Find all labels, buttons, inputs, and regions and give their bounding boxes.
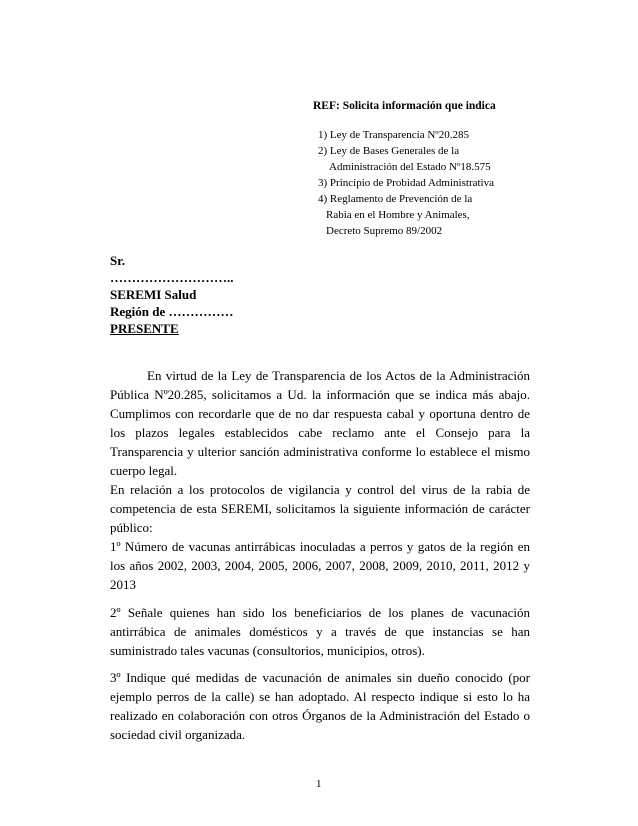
ref-item-4-line-3: Decreto Supremo 89/2002 bbox=[326, 225, 443, 237]
salutation: Sr. bbox=[110, 253, 126, 268]
ref-item-2-line-1: 2) Ley de Bases Generales de la bbox=[318, 145, 460, 157]
presente-label: PRESENTE bbox=[110, 321, 179, 336]
addressee-region: Región de …………… bbox=[110, 304, 234, 319]
addressee-name: ……………………….. bbox=[110, 270, 234, 285]
ref-item-3: 3) Principio de Probidad Administrativa bbox=[318, 177, 494, 189]
ref-list bbox=[318, 127, 494, 239]
addressee-office: SEREMI Salud bbox=[110, 287, 197, 302]
context-paragraph: En relación a los protocolos de vigilancia y control del virus de la rabia de competencia de esta SEREMI, solicitamos la siguiente información de carácter público: bbox=[110, 482, 530, 535]
ref-item-2 bbox=[318, 143, 494, 175]
intro-paragraph: En virtud de la Ley de Transparencia de los Actos de la Administración Pública Nº20.285, solicitamos a Ud. la información que se indica más abajo. Cumplimos con recordarle que de no dar respuesta cabal y oportuna dentro de los plazos legales establecidos cabe reclamo ante el Consejo para la Transparencia y ulterior sanción administrativa conforme lo establece el mismo cuerpo legal. bbox=[110, 368, 530, 478]
ref-title: REF: Solicita información que indica bbox=[313, 100, 496, 112]
request-item-1: 1º Número de vacunas antirrábicas inoculadas a perros y gatos de la región en los años 2002, 2003, 2004, 2005, 2006, 2007, 2008, 2009, 2010, 2011, 2012 y 2013 bbox=[110, 539, 530, 592]
ref-item-4-line-1: 4) Reglamento de Prevención de la bbox=[318, 193, 473, 205]
page-number: 1 bbox=[316, 778, 322, 790]
addressee-block bbox=[110, 252, 234, 337]
request-item-3: 3º Indique qué medidas de vacunación de animales sin dueño conocido (por ejemplo perros de la calle) se han adoptado. Al respecto indique si esto lo ha realizado en colaboración con otros Órganos de la Administración del Estado o sociedad civil organizada. bbox=[110, 670, 530, 742]
ref-item-4 bbox=[318, 191, 494, 239]
request-item-2: 2º Señale quienes han sido los beneficiarios de los planes de vacunación antirrábica de animales domésticos y a través de que instancias se han suministrado tales vacunas (consultorios, municipios, otros). bbox=[110, 605, 530, 658]
ref-item-1: 1) Ley de Transparencia Nº20.285 bbox=[318, 129, 469, 141]
ref-item-4-line-2: Rabia en el Hombre y Animales, bbox=[326, 209, 470, 221]
ref-item-2-line-2: Administración del Estado Nº18.575 bbox=[329, 161, 491, 173]
